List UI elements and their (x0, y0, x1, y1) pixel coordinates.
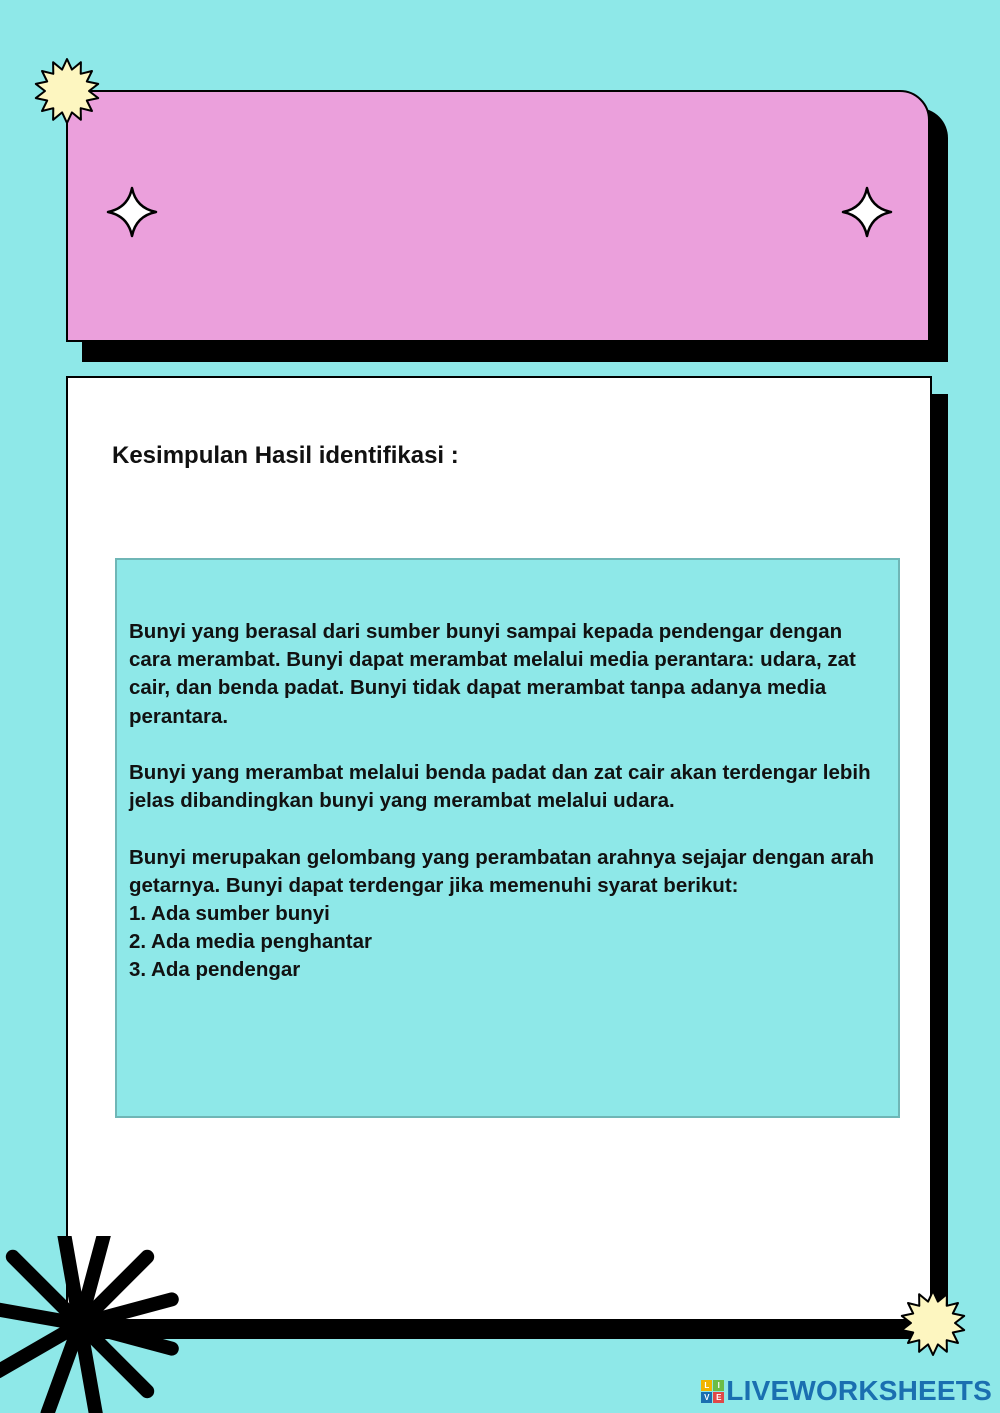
sparkle-icon (106, 186, 158, 238)
spoke-starburst-icon (0, 1236, 200, 1413)
sparkle-icon (841, 186, 893, 238)
burst-star-icon (32, 56, 102, 126)
list-item: 1. Ada sumber bunyi (129, 902, 330, 925)
brand-name: LIVEWORKSHEETS (726, 1375, 992, 1406)
requirements-list (129, 900, 886, 985)
logo-letter: E (713, 1392, 724, 1403)
list-item: 3. Ada pendengar (129, 958, 301, 982)
liveworksheets-logo (701, 1375, 992, 1407)
conclusion-paragraph-3: Bunyi merupakan gelombang yang perambatan arahnya sejajar dengan arah getarnya. Bunyi dapat terdengar jika memenuhi syarat berikut: (129, 845, 875, 897)
logo-letter: V (701, 1392, 712, 1403)
logo-mark-icon (701, 1380, 724, 1403)
header-banner (66, 90, 930, 342)
page-title: Kesimpulan Hasil identifikasi : (112, 442, 459, 469)
logo-letter: L (701, 1380, 712, 1391)
paragraph-spacer (129, 731, 886, 759)
paragraph-spacer (129, 815, 886, 843)
burst-star-icon (898, 1288, 968, 1358)
list-item: 2. Ada media penghantar (129, 930, 373, 954)
conclusion-box (115, 558, 900, 1118)
conclusion-paragraph-2: Bunyi yang merambat melalui benda padat dan zat cair akan terdengar lebih jelas dibandingkan bunyi yang merambat melalui udara. (129, 761, 871, 813)
logo-letter: I (713, 1380, 724, 1391)
conclusion-paragraph-1: Bunyi yang berasal dari sumber bunyi sampai kepada pendengar dengan cara merambat. Bunyi dapat merambat melalui media perantara: udara, zat cair, dan benda padat. Bunyi tidak dapat merambat tanpa adanya media perantara. (129, 620, 856, 728)
